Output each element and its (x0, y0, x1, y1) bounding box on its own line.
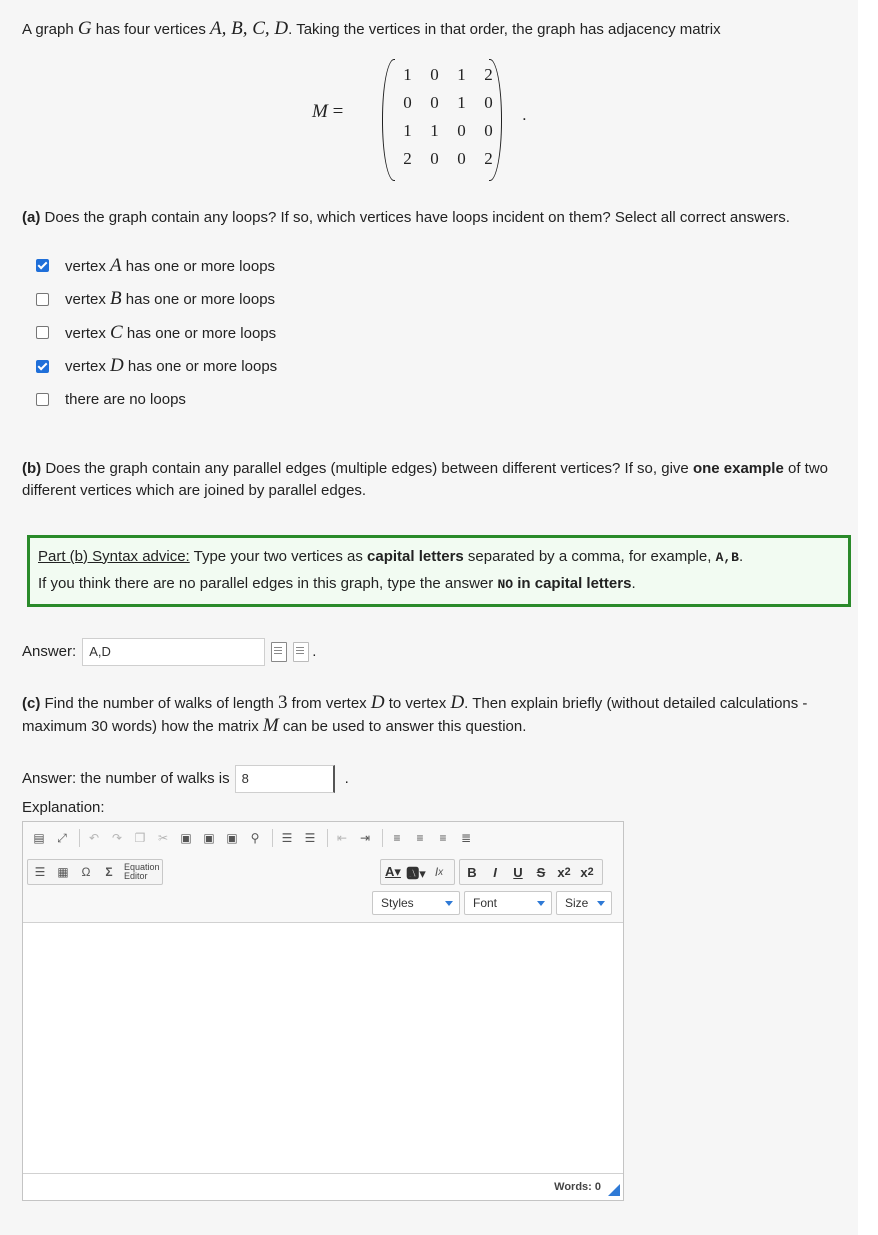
matrix-cell: 2 (484, 149, 493, 168)
style-group (459, 859, 603, 885)
option-no-loops[interactable] (22, 383, 858, 417)
underline-icon[interactable]: U (513, 864, 523, 880)
answer-label: Answer: (22, 643, 77, 660)
checkbox-vertex-d[interactable] (36, 360, 49, 373)
toolbar-separator (382, 829, 383, 847)
matrix-cell: 1 (403, 65, 412, 84)
bold-icon[interactable]: B (467, 864, 477, 880)
insert-group (27, 859, 163, 885)
intro-text: A graph G has four vertices A, B, C, D. Taking the vertices in that order, the graph has adjacency matrix (22, 18, 721, 39)
checkbox-vertex-a[interactable] (36, 259, 49, 272)
adjacency-matrix (22, 57, 858, 185)
explanation-edit-area[interactable] (23, 923, 623, 1173)
sigma-icon[interactable]: Σ (105, 865, 113, 879)
option-vertex-b[interactable] (22, 283, 858, 317)
option-label: there are no loops (65, 391, 186, 409)
cut-icon[interactable]: ✂ (157, 831, 169, 845)
matrix-row (394, 61, 502, 89)
answer-trailing-period: . (312, 643, 317, 660)
italic-icon[interactable]: I (493, 864, 497, 880)
outdent-icon[interactable]: ⇤ (336, 831, 348, 845)
paste-icon[interactable]: ▣ (180, 831, 192, 845)
toolbar-separator (327, 829, 328, 847)
checkbox-vertex-c[interactable] (36, 326, 49, 339)
matrix-label: M = (312, 101, 344, 122)
advice-line-2: If you think there are no parallel edges in this graph, type the answer NO in capital letters. (38, 574, 636, 592)
find-icon[interactable]: ⚲ (250, 831, 260, 845)
chevron-down-icon (445, 901, 453, 906)
part-b-answer-input[interactable]: A,D (82, 638, 265, 666)
matrix-cell: 0 (430, 65, 439, 84)
matrix-cell: 1 (457, 93, 466, 112)
matrix-row (394, 89, 502, 117)
matrix-cell: 1 (430, 121, 439, 140)
background-color-icon[interactable]: 🅰▾ (406, 865, 426, 881)
maximize-icon[interactable]: ⤢ (57, 830, 67, 845)
paste-text-icon[interactable]: ▣ (203, 831, 215, 845)
matrix-cell: 0 (403, 93, 412, 112)
matrix-row (394, 145, 502, 173)
text-color-icon[interactable]: A▾ (385, 864, 401, 879)
strikethrough-icon[interactable]: S (536, 864, 546, 880)
part-c-answer-row (22, 764, 858, 794)
option-label: vertex A has one or more loops (65, 254, 276, 276)
toolbar-separator (79, 829, 80, 847)
part-a-question: (a) Does the graph contain any loops? If so, which vertices have loops incident on them? Select all correct answers. (22, 209, 790, 226)
align-right-icon[interactable]: ≡ (439, 831, 447, 845)
align-left-icon[interactable]: ≡ (393, 831, 401, 845)
matrix-cell: 0 (430, 93, 439, 112)
matrix-cell: 0 (457, 149, 466, 168)
walks-count-input[interactable]: 8 (235, 765, 335, 793)
horizontal-line-icon[interactable]: ☰ (34, 865, 46, 879)
copy-icon[interactable]: ❐ (134, 831, 146, 845)
source-icon[interactable]: ▤ (33, 831, 45, 845)
justify-icon[interactable]: ≣ (460, 831, 472, 845)
advice-line-1: Part (b) Syntax advice: Type your two vertices as capital letters separated by a comma, for example, A,B. (38, 547, 744, 565)
bullet-list-icon[interactable]: ☰ (304, 831, 316, 845)
toolbar-row-2 (27, 859, 167, 885)
color-group (380, 859, 455, 885)
matrix-cell: 0 (457, 121, 466, 140)
answer-label: Answer: the number of walks is (22, 770, 230, 787)
redo-icon[interactable]: ↷ (111, 831, 123, 845)
preview-icon[interactable] (271, 642, 287, 662)
superscript-icon[interactable]: x 2 (580, 864, 594, 880)
matrix-cell: 0 (484, 121, 493, 140)
undo-icon[interactable]: ↶ (88, 831, 100, 845)
part-c-question: (c) Find the number of walks of length 3 from vertex D to vertex D. Then explain briefly (without detailed calculations - maximum 30 words) how the matrix M can be used to answer this question. (22, 691, 808, 736)
option-vertex-c[interactable] (22, 316, 858, 350)
indent-icon[interactable]: ⇥ (359, 831, 371, 845)
option-label: vertex D has one or more loops (65, 355, 278, 377)
word-count: Words: 0 (554, 1181, 601, 1193)
toolbar-separator (272, 829, 273, 847)
matrix-cell: 2 (403, 149, 412, 168)
toolbar-row-2-format (380, 859, 607, 885)
option-label: vertex B has one or more loops (65, 288, 276, 310)
editor-toolbar (23, 822, 623, 923)
chevron-down-icon (597, 901, 605, 906)
numbered-list-icon[interactable]: ☰ (281, 831, 293, 845)
validation-icon (293, 642, 309, 662)
remove-format-icon[interactable]: I x (434, 865, 444, 879)
matrix-cell: 1 (457, 65, 466, 84)
table-icon[interactable]: ▦ (57, 865, 69, 879)
size-dropdown[interactable]: Size (556, 891, 612, 915)
option-label: vertex C has one or more loops (65, 321, 277, 343)
loop-options (22, 249, 858, 417)
styles-dropdown[interactable]: Styles (372, 891, 460, 915)
resize-handle-icon[interactable] (608, 1184, 620, 1196)
matrix-trailing-period: . (522, 105, 527, 124)
toolbar-row-1 (29, 828, 479, 848)
chevron-down-icon (537, 901, 545, 906)
matrix-table (394, 61, 502, 173)
toolbar-row-3 (372, 891, 616, 915)
explanation-label: Explanation: (22, 798, 105, 816)
paste-word-icon[interactable]: ▣ (226, 831, 238, 845)
answer-trailing-period: . (344, 770, 349, 787)
rich-text-editor (22, 821, 624, 1201)
part-b-question: (b) Does the graph contain any parallel edges (multiple edges) between different vertices? If so, give one example of two different vertices which are joined by parallel edges. (22, 459, 828, 499)
matrix-cell: 0 (484, 93, 493, 112)
option-vertex-d[interactable] (22, 350, 858, 384)
matrix-body (382, 57, 502, 181)
subscript-icon[interactable]: x 2 (557, 864, 571, 880)
part-b-answer-row (22, 637, 858, 667)
matrix-cell: 1 (403, 121, 412, 140)
editor-statusbar (23, 1173, 623, 1200)
font-dropdown[interactable]: Font (464, 891, 552, 915)
syntax-advice-box (27, 535, 851, 607)
checkbox-no-loops[interactable] (36, 393, 49, 406)
checkbox-vertex-b[interactable] (36, 293, 49, 306)
matrix-cell: 2 (484, 65, 493, 84)
matrix-row (394, 117, 502, 145)
equation-editor-button[interactable]: Equation Editor (124, 862, 160, 881)
align-center-icon[interactable]: ≡ (416, 831, 424, 845)
option-vertex-a[interactable] (22, 249, 858, 283)
matrix-cell: 0 (430, 149, 439, 168)
special-char-icon[interactable]: Ω (81, 865, 91, 879)
